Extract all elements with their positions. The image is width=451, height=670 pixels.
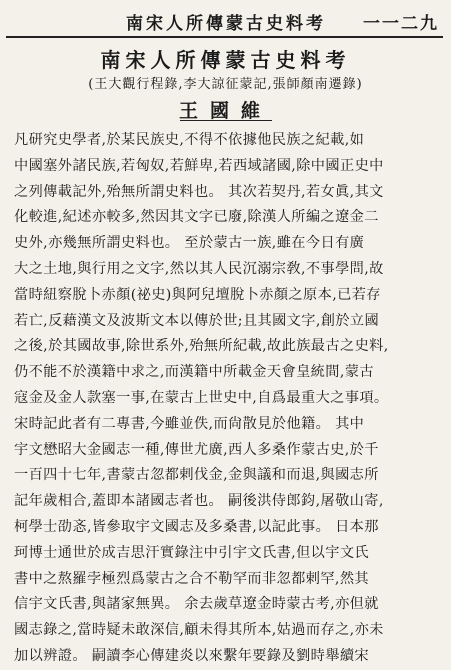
article-body <box>14 128 441 670</box>
body-line: 國志錄之,當時疑未敢深信,顧未得其所本,姑過而存之,亦未 <box>14 622 384 639</box>
body-line: 仍不能不於漢籍中求之,而漢籍中所載金天會皇統間,蒙古 <box>14 364 374 381</box>
body-line: 記年歲相合,蓋即本諸國志者也。 嗣後洪侍郎鈞,屠敬山寄, <box>14 493 384 510</box>
body-line: 一百四十七年,書蒙古忽都剌伐金,金與議和而退,與國志所 <box>14 467 379 484</box>
running-title: 南宋人所傳蒙古史料考 <box>126 14 326 34</box>
body-line: 柯學士劭忞,皆參取宇文國志及多桑書,以記此事。 日本那 <box>14 518 379 535</box>
body-line: 之後,於其國故事,除世系外,殆無所紀載,故此族最古之史料, <box>14 338 389 355</box>
author-underline <box>180 120 272 121</box>
body-line: 宇文懋昭大金國志一種,傳世尤廣,西人多桑作蒙古史,於千 <box>14 441 379 458</box>
body-line: 大之土地,與行用之文字,然以其人民沉溺宗敎,不事學問,故 <box>14 260 384 277</box>
body-line: 加以辨證。 嗣讀李心傳建炎以來繫年要錄及劉時舉續宋 <box>14 647 370 664</box>
article-author: 王國維 <box>178 100 272 122</box>
running-header <box>6 6 443 38</box>
body-line: 信宇文氏書,與諸家無異。 余去歲草遼金時蒙古考,亦但就 <box>14 596 379 613</box>
body-line: 宋時記此者有二專書,今雖並佚,而尙散見於他籍。 其中 <box>14 415 365 432</box>
body-line: 化較進,紀述亦較多,然因其文字已廢,除漢人所編之遼金二 <box>14 209 379 226</box>
body-line: 書中之熬羅孛極烈爲蒙古之合不勒罕而非忽都剌罕,然其 <box>14 570 370 587</box>
body-line: 之列傳載記外,殆無所謂史料也。 其次若契丹,若女眞,其文 <box>14 183 384 200</box>
article-title: 南宋人所傳蒙古史料考 <box>100 48 351 72</box>
body-line: 寇金及金人款塞一事,在蒙古上世史中,自爲最重大之事項。 <box>14 389 389 406</box>
body-line: 凡研究史學者,於某民族史,不得不依據他民族之紀載,如 <box>14 132 365 148</box>
body-line: 當時紐察脫卜赤顏(祕史)與阿兒壇脫卜赤顏之原本,已若存 <box>14 286 381 303</box>
article-subtitle: (王大觀行程錄,李大諒征蒙記,張師顏南遷錄) <box>88 77 363 92</box>
body-line: 若亡,反藉漢文及波斯文本以傳於世;且其國文字,創於立國 <box>14 312 380 329</box>
body-line: 珂博士通世於成吉思汗實錄注中引宇文氏書,但以宇文氏 <box>14 544 370 561</box>
body-line: 史外,亦幾無所謂史料也。 至於蒙古一族,雖在今日有廣 <box>14 235 365 252</box>
body-line: 中國塞外諸民族,若匈奴,若鮮卑,若西域諸國,除中國正史中 <box>14 157 384 174</box>
page-number: 一一二九 <box>363 14 439 34</box>
